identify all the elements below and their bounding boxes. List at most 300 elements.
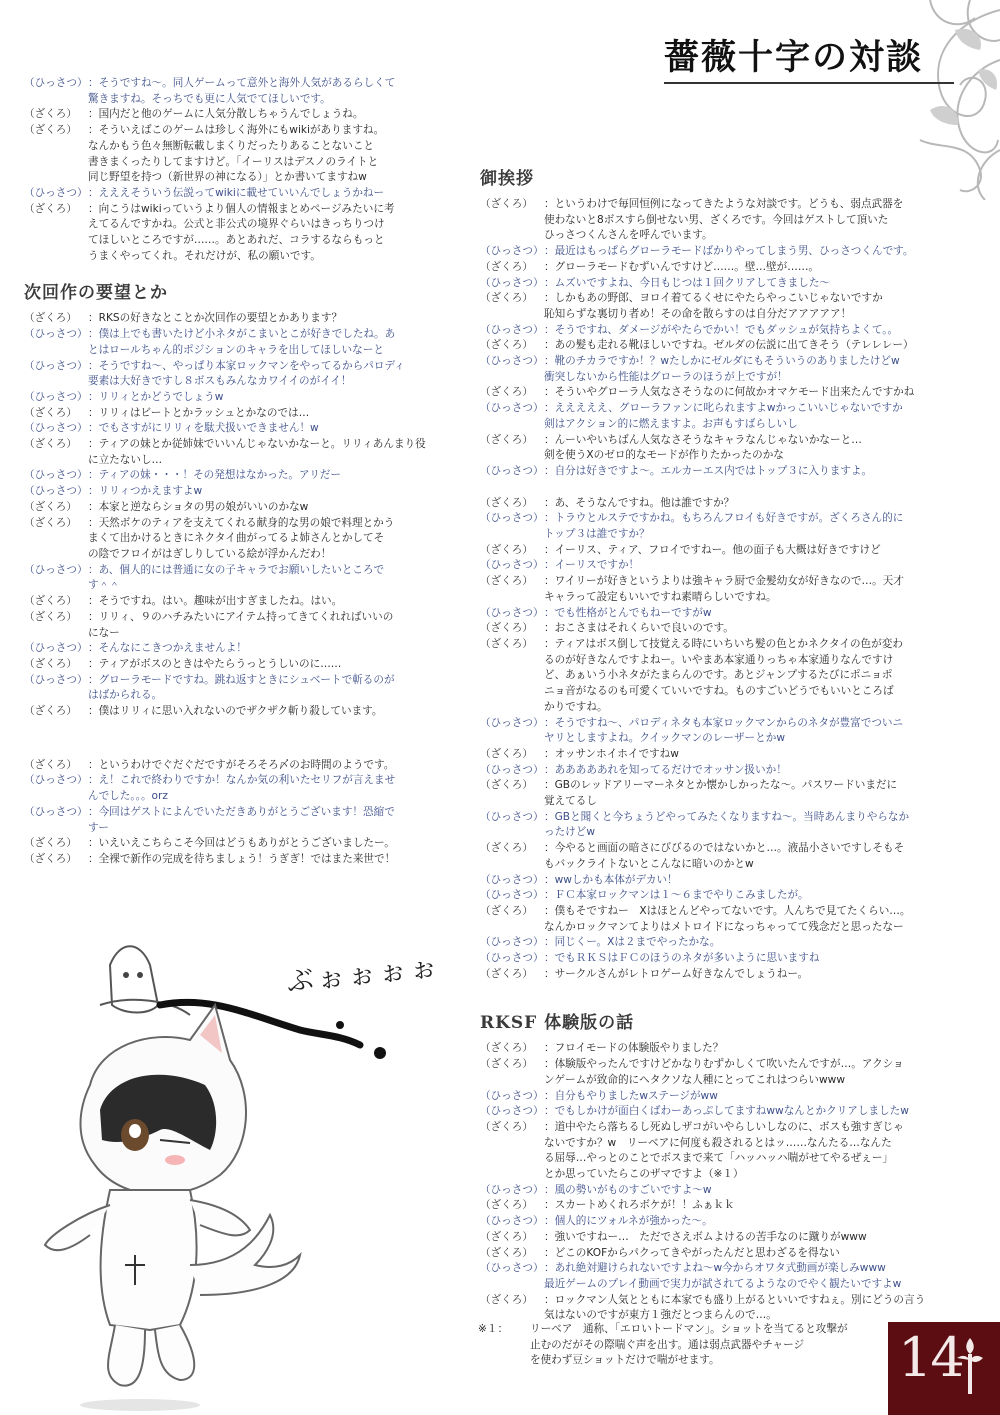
speaker-label: （ざくろ）	[480, 967, 533, 980]
dialogue-text: ：でもＲＫＳはＦＣのほうのネタが多いように思いますね	[544, 952, 820, 965]
speaker-label: （ざくろ）	[24, 438, 77, 451]
dialogue-line	[480, 700, 960, 716]
dialogue-text: 驚きますね。そっちでも更に人気でてほしいです。	[88, 92, 331, 105]
dialogue-line	[24, 836, 444, 852]
speaker-label	[480, 794, 544, 810]
dialogue-text: ：自分は好きですよ～。エルカーエス内ではトップ３に入りますよ。	[544, 464, 873, 477]
dialogue-text: ：ティアの妹とか従姉妹でいいんじゃないかなーと。リリィあんまり役	[88, 438, 426, 451]
speaker-label	[480, 590, 544, 606]
dialogue-text: ：イーリス、ティア、フロイですねー。他の面子も大概は好きですけど	[544, 543, 881, 556]
speaker-label: （ざくろ）	[24, 500, 77, 513]
speaker-label: （ざくろ）	[24, 108, 77, 121]
chibi-cat-costume-illustration	[40, 935, 450, 1415]
dialogue-line	[24, 139, 444, 155]
speaker-label: （ざくろ）	[480, 622, 533, 635]
dialogue-line	[480, 621, 960, 637]
dialogue-line	[24, 123, 444, 139]
speaker-label	[24, 531, 88, 547]
dialogue-line	[24, 688, 444, 704]
speaker-label: （ざくろ）	[24, 312, 77, 325]
speaker-label: （ざくろ）	[480, 339, 533, 352]
intro-dialogue	[24, 76, 444, 264]
dialogue-text: ：フロイモードの体験版やりました？	[544, 1042, 724, 1055]
dialogue-text: ：個人的にツォルネが強かった～。	[544, 1215, 713, 1228]
next-work-dialogue	[24, 311, 444, 719]
speaker-label	[480, 731, 544, 747]
dialogue-text: ：あれ絶対避けられないですよね～w今からオワタ式動画が楽しみwww	[544, 1262, 886, 1275]
speaker-label	[480, 920, 544, 936]
speaker-label: （ざくろ）	[24, 705, 77, 718]
footnote	[478, 1322, 878, 1369]
speaker-label	[24, 343, 88, 359]
dialogue-line	[480, 1057, 960, 1073]
dialogue-line	[24, 202, 444, 218]
dialogue-line	[480, 1167, 960, 1183]
dialogue-line	[24, 805, 444, 821]
dialogue-line	[24, 610, 444, 626]
speaker-label	[24, 139, 88, 155]
dialogue-line	[480, 448, 960, 464]
dialogue-text: ：いえいえこちらこそ今回はどうもありがとうございましたー。	[88, 837, 395, 850]
dialogue-text: ：ワイリーが好きというよりは強キャラ厨で金髪幼女が好きなので…。天才	[544, 575, 904, 588]
dialogue-line	[480, 731, 960, 747]
speaker-label	[24, 547, 88, 563]
dialogue-line	[480, 401, 960, 417]
dialogue-text: ：え！これで終わりですか！なんか気の利いたセリフが言えませ	[88, 774, 396, 787]
speaker-label	[24, 217, 88, 233]
dialogue-text: 書きまくったりしてますけど。「イーリスはデスノのライトと	[88, 155, 379, 168]
speaker-label: （ざくろ）	[24, 610, 77, 623]
speaker-label: （ひっさつ）	[24, 328, 88, 341]
dialogue-text: ：というわけで毎回恒例になってきたような対談です。どうも、弱点武器を	[544, 198, 904, 210]
dialogue-text: ：あ、そうなんですね。他は誰ですか？	[544, 496, 735, 509]
dialogue-line	[480, 747, 960, 763]
closing-dialogue	[24, 758, 444, 868]
dialogue-text: ：トラウとルステですかね。もちろんフロイも好きですが。ざくろさん的に	[544, 512, 904, 525]
dialogue-text: ヤリとしますよね。クイックマンのレーザーとかw	[544, 732, 785, 745]
dialogue-text: ：今回はゲストによんでいただきありがとうございます！恐縮で	[88, 805, 395, 818]
dialogue-text: ：そうですね、ダメージがやたらでかい！でもダッシュが気持ちよくて。。	[544, 323, 899, 336]
dialogue-line	[480, 213, 960, 229]
dialogue-line	[24, 217, 444, 233]
dialogue-line	[24, 390, 444, 406]
dialogue-text: ：リリィ、９のハチみたいにアイテム持ってきてくれればいいの	[88, 610, 394, 623]
rksf-dialogue	[480, 1041, 960, 1324]
speaker-label: （ざくろ）	[480, 779, 533, 792]
dialogue-line	[480, 590, 960, 606]
speaker-label	[480, 668, 544, 684]
dialogue-line	[24, 484, 444, 500]
dialogue-line	[480, 323, 960, 339]
section-heading-greeting: 御挨拶	[480, 169, 534, 189]
dialogue-line	[24, 852, 444, 868]
speaker-label: （ざくろ）	[24, 595, 77, 608]
speaker-label: （ひっさつ）	[480, 606, 544, 619]
dialogue-text: ：イーリスですか！	[544, 559, 640, 572]
dialogue-line	[24, 406, 444, 422]
dialogue-line	[480, 1089, 960, 1105]
speaker-label	[24, 453, 88, 469]
speaker-label	[480, 370, 544, 386]
speaker-label: （ざくろ）	[480, 637, 533, 650]
dialogue-line	[480, 370, 960, 386]
speaker-label	[480, 1136, 544, 1152]
speaker-label: （ざくろ）	[480, 260, 533, 273]
speaker-label: （ひっさつ）	[24, 359, 88, 372]
dialogue-line	[480, 935, 960, 951]
dialogue-text: ：というわけでぐだぐだですがそろそろ〆のお時間のようです。	[88, 758, 395, 771]
dialogue-line	[480, 1277, 960, 1293]
speaker-label	[24, 626, 88, 642]
dialogue-line	[480, 951, 960, 967]
dialogue-text: すー	[88, 821, 109, 834]
speaker-label	[480, 228, 544, 244]
speaker-label: （ざくろ）	[480, 1120, 533, 1133]
speaker-label	[24, 92, 88, 108]
dialogue-line	[24, 657, 444, 673]
dialogue-line	[480, 260, 960, 276]
dialogue-text: ：RKSの好きなとことか次回作の要望とかあります？	[88, 312, 343, 325]
speaker-label: （ひっさつ）	[480, 464, 544, 477]
speaker-label: （ざくろ）	[480, 1246, 533, 1259]
dialogue-line	[480, 543, 960, 559]
dialogue-text: とはロールちゃん的ポジションのキャラを出してほしいなーと	[88, 343, 384, 356]
dialogue-line	[480, 794, 960, 810]
dialogue-text: ：あ、個人的には普通に女の子キャラでお願いしたいところで	[88, 563, 385, 576]
speaker-label: （ざくろ）	[24, 852, 77, 865]
dialogue-text: ：そういえばこのゲームは珍しく海外にもwikiがありますね。	[88, 124, 385, 137]
dialogue-line	[480, 1261, 960, 1277]
speaker-label: （ひっさつ）	[24, 422, 88, 435]
dialogue-text: 最近ゲームのプレイ動画で実力が試されてるようなのでやく観たいですよw	[544, 1278, 902, 1290]
speaker-label	[480, 825, 544, 841]
dialogue-text: ：そんなにこきつかえませんよ！	[88, 642, 247, 655]
speaker-label: （ひっさつ）	[480, 810, 544, 823]
dialogue-text: 覚えてるし	[544, 795, 597, 808]
dialogue-line	[480, 1230, 960, 1246]
dialogue-line	[480, 354, 960, 370]
speaker-label: （ひっさつ）	[480, 276, 544, 289]
dialogue-line	[480, 197, 960, 213]
dialogue-line	[480, 228, 960, 244]
dialogue-line	[24, 563, 444, 579]
speaker-label: （ざくろ）	[480, 842, 533, 855]
dialogue-line	[480, 291, 960, 307]
speaker-label: （ひっさつ）	[24, 469, 88, 482]
speaker-label: （ざくろ）	[480, 1042, 533, 1055]
dialogue-text: 剣はアクション的に燃えますよ。お声もすばらしいし	[544, 417, 798, 430]
dialogue-text: もバックライトないとこんなに暗いのかとw	[544, 857, 754, 870]
dialogue-text: 衝突しないから性能はグローラのほうが上ですが！	[544, 370, 788, 383]
speaker-label	[480, 1151, 544, 1167]
section-heading-rksf: RKSF 体験版の話	[480, 1013, 635, 1034]
speaker-label: （ひっさつ）	[24, 77, 88, 89]
speaker-label	[24, 249, 88, 265]
dialogue-text: ：オッサンホイホイですねw	[544, 747, 679, 760]
dialogue-text: ：道中やたら落ちるし死ぬしザコがいやらしいしなのに、ボスも強すぎじゃ	[544, 1120, 904, 1133]
dialogue-line	[24, 704, 444, 720]
speaker-label	[24, 789, 88, 805]
dialogue-text: ：ＦＣ本家ロックマンは１～６までやりこみましたが。	[544, 889, 809, 902]
dialogue-text: とか思っていたらこのザマですよ（※１）	[544, 1168, 744, 1181]
dialogue-line	[480, 1198, 960, 1214]
dialogue-line	[480, 873, 960, 889]
dialogue-line	[24, 249, 444, 265]
dialogue-text: ：wwしかも本体がデカい！	[544, 873, 678, 886]
speaker-label: （ひっさつ）	[24, 673, 88, 686]
speaker-label	[24, 155, 88, 171]
dialogue-line	[480, 841, 960, 857]
dialogue-text: ：でもしかけが面白くばわーあっぷしてますねwwなんとかクリアしましたw	[544, 1105, 909, 1118]
speaker-label	[480, 417, 544, 433]
speaker-label: （ひっさつ）	[480, 889, 544, 902]
dialogue-text: ：そうですね～。同人ゲームって意外と海外人気があるらしくて	[88, 77, 396, 89]
speaker-label: （ざくろ）	[480, 1230, 533, 1243]
dialogue-line	[24, 186, 444, 202]
dialogue-line	[24, 311, 444, 327]
dialogue-text: まくて出かけるときにネクタイ曲がってるよ姉さんとかしてそ	[88, 532, 385, 545]
speaker-label: （ざくろ）	[480, 292, 533, 305]
speaker-label: （ひっさつ）	[480, 1089, 544, 1102]
speaker-label: （ひっさつ）	[480, 763, 544, 776]
dialogue-line	[480, 496, 960, 512]
dialogue-text: す＾＾	[88, 579, 120, 592]
dialogue-line	[24, 773, 444, 789]
dialogue-text: ：GBと聞くと今ちょうどやってみたくなりますね～。当時あんまりやらなか	[544, 810, 910, 823]
speaker-label: （ざくろ）	[480, 386, 533, 399]
dialogue-text: ：僕もそですねー Xはほとんどやってないです。人んちで見てたくらい…。	[544, 904, 911, 917]
dialogue-text: ：全裸で新作の完成を待ちましょう！うぎぎ！ではまた来世で！	[88, 852, 396, 865]
dialogue-line	[24, 468, 444, 484]
dialogue-text: ：そういやグローラ人気なさそうなのに何故かオマケモード出来たんですかね	[544, 386, 915, 399]
speaker-label: （ひっさつ）	[24, 563, 88, 576]
dialogue-text: ：そうですね～、パロディネタも本家ロックマンからのネタが豊富でついニ	[544, 716, 904, 729]
speaker-label: （ひっさつ）	[24, 642, 88, 655]
dialogue-text: 要素は大好きですし８ボスもみんなカワイイのがイイ！	[88, 375, 352, 388]
spacer	[480, 480, 960, 496]
speaker-label: （ひっさつ）	[480, 402, 544, 415]
dialogue-text: ：しかもあの野郎、ヨロイ着てるくせにやたらやっこいじゃないですか	[544, 292, 883, 305]
dialogue-line	[480, 276, 960, 292]
dialogue-text: えてるんですかね。公式と非公式の境界ぐらいはきっちりつけ	[88, 218, 385, 231]
dialogue-text: かりですね。	[544, 700, 608, 713]
speaker-label: （ひっさつ）	[480, 936, 544, 949]
speaker-label: （ざくろ）	[480, 433, 533, 446]
dialogue-line	[480, 1246, 960, 1262]
speaker-label: （ざくろ）	[480, 1293, 533, 1306]
dialogue-line	[480, 464, 960, 480]
speaker-label: （ざくろ）	[480, 198, 533, 210]
dialogue-text: ：どこのKOFからパクってきやがったんだと思わざるを得ない	[544, 1246, 840, 1259]
dialogue-line	[480, 558, 960, 574]
speaker-label: （ひっさつ）	[480, 355, 544, 368]
dialogue-line	[480, 1151, 960, 1167]
dialogue-text: ：リリィつかえますよw	[88, 485, 203, 498]
dialogue-text: うまくやってくれ。それだけが、私の願いです。	[88, 249, 321, 262]
dialogue-text: ：僕はリリィに思い入れないのでザクザク斬り殺しています。	[88, 705, 383, 718]
dialogue-text: はばかられる。	[88, 689, 163, 702]
dialogue-line	[24, 155, 444, 171]
speaker-label: （ざくろ）	[480, 904, 533, 917]
dialogue-line	[480, 653, 960, 669]
left-column	[24, 76, 444, 868]
speaker-label: （ざくろ）	[24, 758, 77, 771]
dialogue-line	[480, 888, 960, 904]
dialogue-text: の陰でフロイがはぎしりしている絵が浮かんだわ！	[88, 547, 332, 560]
dialogue-text: キャラって設定もいいですね素晴らしいですね。	[544, 590, 777, 603]
speaker-label: （ざくろ）	[24, 516, 77, 529]
dialogue-line	[24, 500, 444, 516]
dialogue-text: ：本家と逆ならショタの男の娘がいいのかなw	[88, 500, 309, 513]
dialogue-text: ：でも性格がとんでもねーですがw	[544, 606, 712, 619]
speaker-label: （ひっさつ）	[24, 485, 88, 498]
dialogue-line	[24, 343, 444, 359]
dialogue-line	[480, 1120, 960, 1136]
dialogue-text: ：ティアの妹・・・！その発想はなかった。アリだー	[88, 469, 341, 482]
dialogue-line	[24, 626, 444, 642]
dialogue-line	[480, 904, 960, 920]
footnote-mark: ※１：	[478, 1323, 509, 1335]
dialogue-line	[24, 437, 444, 453]
dialogue-line	[480, 433, 960, 449]
speaker-label: （ひっさつ）	[480, 1215, 544, 1228]
speaker-label	[480, 213, 544, 229]
dialogue-line	[480, 244, 960, 260]
dialogue-line	[480, 637, 960, 653]
page-number: 14	[898, 1326, 963, 1389]
dialogue-text: ：リリィとかどうでしょうw	[88, 390, 224, 403]
footnote-line: リーベア 通称、「エロいトードマン」。ショットを当てると攻撃が	[530, 1323, 848, 1335]
dialogue-text: ：体験版やったんですけどかなりむずかしくて吹いたんですが…。アクショ	[544, 1058, 904, 1071]
dialogue-line	[24, 453, 444, 469]
dialogue-text: ：えええええ、グローラファンに叱られますよwかっこいいじゃないですか	[544, 402, 903, 415]
speaker-label	[480, 1073, 544, 1089]
dialogue-text: ：GBのレッドアリーマーネタとか懐かしかったな～。パスワードいまだに	[544, 779, 898, 792]
right-column	[480, 164, 960, 1324]
dialogue-line	[480, 1214, 960, 1230]
dialogue-text: る屈辱…やっとのことでボスまで来て「ハッハッハ喘がせてやるぜぇー」	[544, 1152, 894, 1165]
dialogue-text: ：ロックマン人気とともに本家でも盛り上がるといいですねぇ。別にどうの言う	[544, 1293, 926, 1306]
speaker-label: （ざくろ）	[480, 496, 533, 509]
dialogue-line	[480, 967, 960, 983]
dialogue-line	[24, 578, 444, 594]
dialogue-text: なんかもう色々無断転載しまくりだったりあることないこと	[88, 139, 375, 152]
dialogue-line	[480, 417, 960, 433]
dialogue-line	[480, 668, 960, 684]
dialogue-line	[24, 531, 444, 547]
dialogue-text: ：えええそういう伝説ってwikiに載せていいんでしょうかねー	[88, 186, 385, 199]
speaker-label: （ひっさつ）	[24, 774, 88, 787]
dialogue-line	[24, 789, 444, 805]
dialogue-line	[24, 76, 444, 92]
dialogue-text: ど、あぁいう小ネタがたまらんのです。あとジャンプするたびにポニョポ	[544, 669, 893, 682]
dialogue-text: ：ムズいですよね、今日もじつは１回クリアしてきました～	[544, 276, 831, 289]
footnote-line: を使わず豆ショットだけで喘がせます。	[530, 1354, 720, 1367]
dialogue-text: トップ３は誰ですか？	[544, 528, 650, 541]
speaker-label: （ひっさつ）	[480, 512, 544, 525]
dialogue-text: ：ティアがボスのときはやたらうっとうしいのに……	[88, 657, 342, 670]
speaker-label: （ざくろ）	[480, 1058, 533, 1071]
dialogue-text: ：同じくー。Xは２までやったかな。	[544, 936, 721, 949]
dialogue-line	[480, 511, 960, 527]
speaker-label: （ひっさつ）	[480, 245, 544, 258]
speaker-label	[480, 653, 544, 669]
dialogue-line	[24, 92, 444, 108]
speaker-label: （ざくろ）	[24, 657, 77, 670]
dialogue-text: ：でもさすがにリリィを駄犬扱いできません！w	[88, 422, 319, 435]
dialogue-text: に立たないし…	[88, 453, 163, 466]
dialogue-line	[480, 1136, 960, 1152]
dialogue-text: ：あの髪も走れる靴ほしいですね。ゼルダの伝説に出てきそう（テレレレー）	[544, 339, 914, 352]
speaker-label	[480, 1167, 544, 1183]
dialogue-text: ：おこさまはそれくらいで良いのです。	[544, 622, 734, 635]
dialogue-text: 剣を使うXのゼロ的なモードが作りたかったのかな	[544, 449, 784, 462]
page-title: 薔薇十字の対談	[664, 37, 924, 78]
dialogue-line	[24, 233, 444, 249]
dialogue-text: ：んーいやいちばん人気なさそうなキャラなんじゃないかなーと…	[544, 433, 862, 446]
dialogue-text: ：最近はもっぱらグローラモードばかりやってしまう男、ひっさつくんです。	[544, 245, 914, 258]
speaker-label: （ひっさつ）	[480, 1183, 544, 1196]
dialogue-text: ：そうですね～、やっぱり本家ロックマンをやってるからパロディ	[88, 359, 405, 372]
dialogue-line	[24, 673, 444, 689]
dialogue-text: ないですか？w リーベアに何度も殺されるとはッ……なんたる…なんた	[544, 1136, 892, 1149]
dialogue-line	[24, 516, 444, 532]
sound-effect-text: ぶぉぉぉぉ	[285, 950, 443, 998]
dialogue-text: ：今やると画面の暗さにびびるのではないかと…。液晶小さいですしそもそ	[544, 842, 905, 855]
dialogue-text: ：あああああれを知ってるだけでオッサン扱いか！	[544, 763, 787, 776]
dialogue-text: ：向こうはwikiっていうより個人の情報まとめページみたいに考	[88, 202, 395, 215]
dialogue-line	[480, 574, 960, 590]
dialogue-text: るのが好きなんですよねー。いやまあ本家通りっちゃ本家通りなんですけ	[544, 653, 894, 666]
dialogue-text: 恥知らずな裏切り者め！その命を散らすのは自分だアアアアア！	[544, 307, 852, 320]
speaker-label	[24, 688, 88, 704]
speaker-label: （ざくろ）	[24, 202, 77, 215]
dialogue-line	[24, 821, 444, 837]
dialogue-line	[24, 547, 444, 563]
speaker-label: （ひっさつ）	[480, 1262, 544, 1275]
dialogue-text: なんかロックマンてよりはメトロイドになっちゃってて残念だと思ったなー	[544, 920, 904, 933]
dialogue-text: 同じ野望を持つ（新世界の神になる）」とか書いてますねw	[88, 171, 367, 184]
dialogue-line	[24, 594, 444, 610]
dialogue-line	[480, 1073, 960, 1089]
speaker-label: （ざくろ）	[24, 406, 77, 419]
speaker-label: （ざくろ）	[480, 1199, 533, 1212]
dialogue-text: ったけどw	[544, 826, 596, 839]
dialogue-text: ：靴のチカラですか！？wたしかにゼルダにもそういうのありましたけどw	[544, 355, 900, 368]
title-underline	[664, 82, 954, 84]
dialogue-text: ：僕は上でも書いたけど小ネタがこまいとこが好きでしたね。あ	[88, 328, 396, 341]
dialogue-line	[480, 684, 960, 700]
speaker-label: （ひっさつ）	[24, 186, 88, 199]
section-heading-next-work: 次回作の要望とか	[24, 283, 168, 304]
dialogue-line	[24, 170, 444, 186]
speaker-label: （ひっさつ）	[24, 390, 88, 403]
dialogue-line	[480, 385, 960, 401]
dialogue-line	[480, 763, 960, 779]
dialogue-text: ：リリィはビートとかラッシュとかなのでは…	[88, 406, 310, 419]
dialogue-text: ：サークルさんがレトロゲーム好きなんでしょうねー。	[544, 967, 809, 980]
dialogue-line	[24, 641, 444, 657]
speaker-label: （ひっさつ）	[480, 1105, 544, 1118]
footnote-line: 止むのだがその際喘ぐ声を出す。通は弱点武器やチャージ	[530, 1338, 805, 1351]
dialogue-line	[480, 716, 960, 732]
speaker-label: （ざくろ）	[480, 747, 533, 760]
dialogue-text: ：自分もやりましたwステージがww	[544, 1089, 718, 1102]
dialogue-line	[480, 1183, 960, 1199]
speaker-label	[480, 857, 544, 873]
dialogue-line	[480, 527, 960, 543]
dialogue-line	[480, 1041, 960, 1057]
